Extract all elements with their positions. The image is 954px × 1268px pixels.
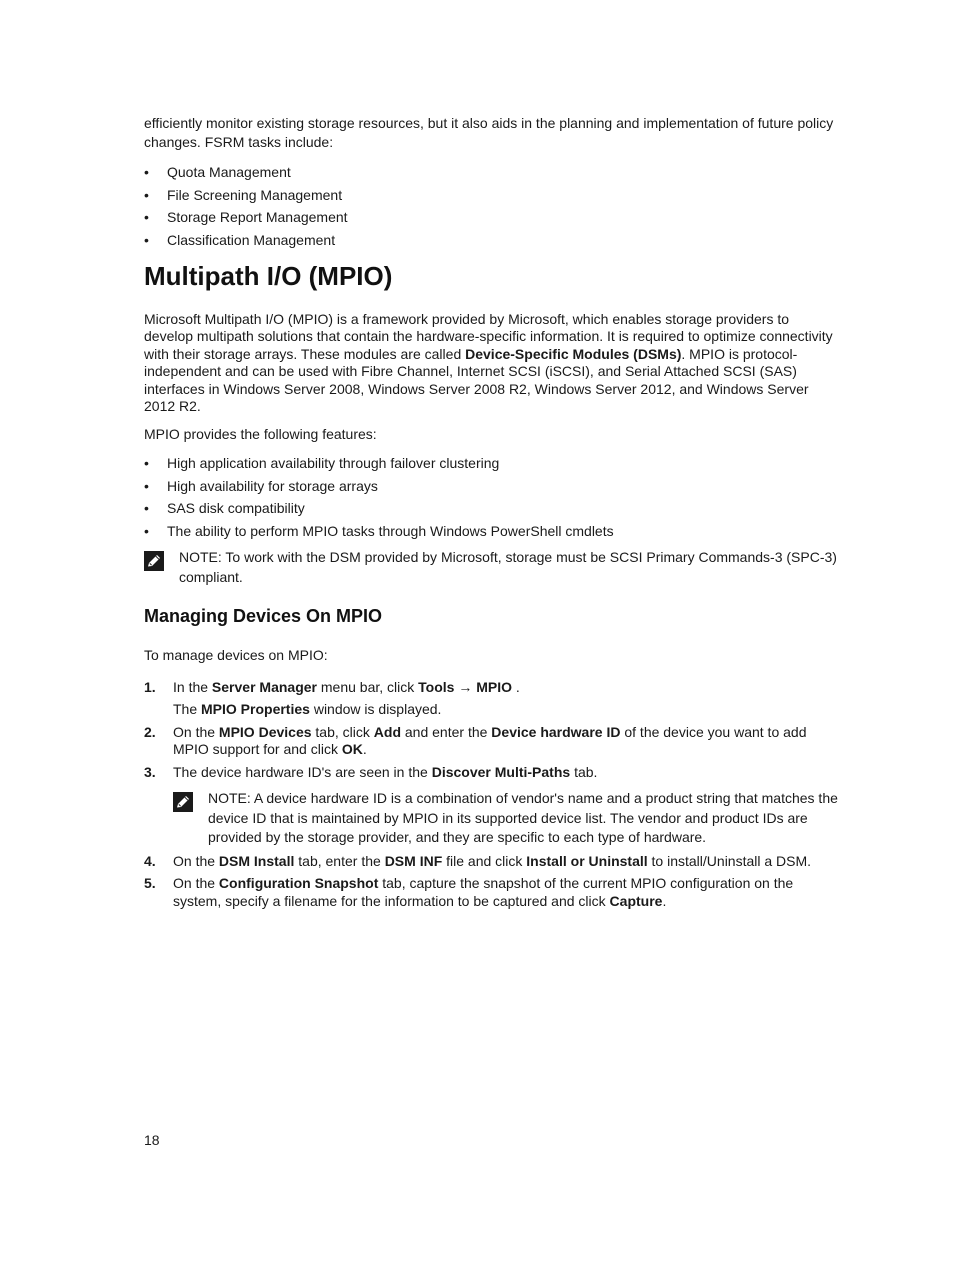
list-item: • File Screening Management (144, 187, 840, 204)
pencil-note-icon (173, 792, 193, 812)
note-text: A device hardware ID is a combination of vendor's name and a product string that matches the device ID that is maintained by MPIO in its supported device list. The vendor and product IDs are provided by the storage provider, and they are specific to each type of hardware. (208, 790, 838, 846)
note-label: NOTE: (208, 790, 251, 807)
list-item: • Classification Management (144, 232, 840, 249)
managing-intro: To manage devices on MPIO: (144, 647, 328, 664)
step-2: 2. On the MPIO Devices tab, click Add and enter the Device hardware ID of the device you want to add MPIO support for and click OK. (144, 723, 807, 758)
list-item: • High availability for storage arrays (144, 478, 840, 495)
step-4: 4. On the DSM Install tab, enter the DSM INF file and click Install or Uninstall to install/Uninstall a DSM. (144, 852, 812, 869)
list-item: • The ability to perform MPIO tasks through Windows PowerShell cmdlets (144, 523, 840, 540)
step-3-note-callout (173, 789, 840, 848)
procedure-steps (144, 679, 840, 911)
document-page (144, 114, 840, 915)
section-heading-mpio: Multipath I/O (MPIO) (144, 260, 393, 291)
intro-paragraph: efficiently monitor existing storage resources, but it also aids in the planning and implementation of future policy changes. FSRM tasks include: (144, 115, 834, 150)
mpio-description-paragraph: Microsoft Multipath I/O (MPIO) is a framework provided by Microsoft, which enables storage providers to develop multipath solutions that contain the hardware-specific information. It is required to optimize connectivity with their storage arrays. These modules are called Device-Specific Modules (DSMs). MPIO is protocol-independent and can be used with Fibre Channel, Internet SCSI (iSCSI), and Serial Attached SCSI (SAS) interfaces in Windows Server 2008, Windows Server 2008 R2, Windows Server 2012, and Windows Server 2012 R2. (144, 310, 833, 415)
step-1-result: The MPIO Properties window is displayed. (173, 701, 442, 718)
fsrm-task-list (144, 164, 840, 249)
dsm-term: Device-Specific Modules (DSMs) (465, 345, 682, 362)
list-item: • SAS disk compatibility (144, 500, 840, 517)
note-text: To work with the DSM provided by Microsoft, storage must be SCSI Primary Commands-3 (SPC-3) compliant. (179, 549, 837, 585)
list-item: • Storage Report Management (144, 209, 840, 226)
step-3: 3. The device hardware ID's are seen in the Discover Multi-Paths tab. NOTE: A device hardware ID is a combination of vendor's name and a product string that matches the device ID that is maintained by MPIO in its supported device list. The vendor and product IDs are provided by the storage provider, and they are specific to each type of hardware. (144, 764, 840, 848)
note-label: NOTE: (179, 549, 222, 566)
note-callout (144, 548, 840, 587)
page-number: 18 (144, 1132, 160, 1148)
step-5: 5. On the Configuration Snapshot tab, capture the snapshot of the current MPIO configuration on the system, specify a filename for the information to be captured and click Capture. (144, 875, 794, 909)
features-intro: MPIO provides the following features: (144, 425, 377, 442)
list-item: • High application availability through failover clustering (144, 455, 840, 472)
step-1: 1. In the Server Manager menu bar, click Tools → MPIO . The MPIO Properties window is displayed. (144, 679, 840, 719)
mpio-feature-list (144, 455, 840, 540)
list-item: • Quota Management (144, 164, 840, 181)
pencil-note-icon (144, 551, 164, 571)
section-heading-managing-devices: Managing Devices On MPIO (144, 606, 383, 627)
